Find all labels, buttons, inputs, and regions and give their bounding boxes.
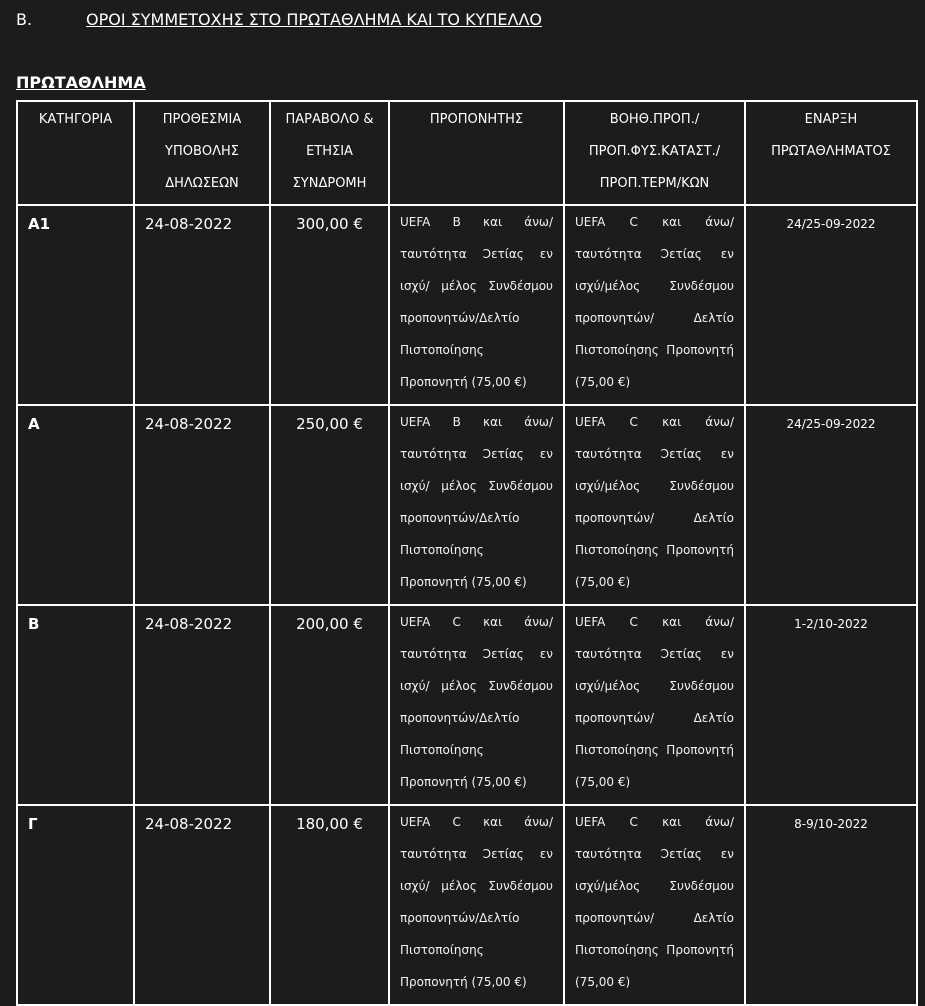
cell-coach-requirements: UEFA B και άνω/ ταυτότητα Ͻετίας εν ισχύ/ μέλος Συνδέσμου προπονητών/Δελτίο Πιστοποίησης Προπονητή (75,00 €) [389, 205, 564, 405]
cell-deadline: 24-08-2022 [134, 805, 270, 1005]
header-line: ΠΑΡΑΒΟΛΟ & [285, 112, 374, 127]
cell-category: Α1 [17, 205, 134, 405]
header-line: ΒΟΗΘ.ΠΡΟΠ./ [609, 112, 700, 127]
section-heading [16, 9, 542, 31]
cell-category: Α [17, 405, 134, 605]
header-line: ΠΡΟΘΕΣΜΙΑ [162, 112, 242, 127]
cell-start-date: 24/25-09-2022 [745, 205, 917, 405]
header-line: ΣΥΝΔΡΟΜΗ [292, 176, 367, 191]
header-line: ΕΝΑΡΞΗ [804, 112, 858, 127]
table-header-row [17, 101, 917, 205]
cell-fee: 250,00 € [270, 405, 389, 605]
cell-deadline: 24-08-2022 [134, 405, 270, 605]
cell-assistant-requirements: UEFA C και άνω/ταυτότητα Ͻετίας εν ισχύ/μέλος Συνδέσμου προπονητών/ Δελτίο Πιστοποίησης Προπονητή (75,00 €) [564, 205, 745, 405]
cell-start-date: 1-2/10-2022 [745, 605, 917, 805]
table-row [17, 405, 917, 605]
cell-assistant-requirements: UEFA C και άνω/ταυτότητα Ͻετίας εν ισχύ/μέλος Συνδέσμου προπονητών/ Δελτίο Πιστοποίησης Προπονητή (75,00 €) [564, 605, 745, 805]
header-category [17, 101, 134, 205]
header-line: ΥΠΟΒΟΛΗΣ [165, 144, 239, 159]
subheading-championship: ΠΡΩΤΑΘΛΗΜΑ [16, 73, 146, 92]
header-line: ΠΡΟΠ.ΦΥΣ.ΚΑΤΑΣΤ./ [588, 144, 721, 159]
cell-category: Β [17, 605, 134, 805]
table-row [17, 205, 917, 405]
table-row [17, 605, 917, 805]
header-start [745, 101, 917, 205]
header-line: ΠΡΩΤΑΘΛΗΜΑΤΟΣ [771, 144, 891, 159]
cell-assistant-requirements: UEFA C και άνω/ταυτότητα Ͻετίας εν ισχύ/μέλος Συνδέσμου προπονητών/ Δελτίο Πιστοποίησης Προπονητή (75,00 €) [564, 805, 745, 1005]
header-deadline [134, 101, 270, 205]
cell-deadline: 24-08-2022 [134, 605, 270, 805]
header-line: ΠΡΟΠΟΝΗΤΗΣ [429, 112, 524, 127]
cell-fee: 300,00 € [270, 205, 389, 405]
header-coach [389, 101, 564, 205]
section-title: ΟΡΟΙ ΣΥΜΜΕΤΟΧΗΣ ΣΤΟ ΠΡΩΤΑΘΛΗΜΑ ΚΑΙ ΤΟ ΚΥΠΕΛΛΟ [86, 10, 542, 29]
cell-deadline: 24-08-2022 [134, 205, 270, 405]
table-body [17, 205, 917, 1005]
header-line: ΚΑΤΗΓΟΡΙΑ [38, 112, 113, 127]
championship-table [16, 100, 918, 1006]
header-line: ΠΡΟΠ.ΤΕΡΜ/ΚΩΝ [599, 176, 710, 191]
cell-coach-requirements: UEFA C και άνω/ ταυτότητα Ͻετίας εν ισχύ/ μέλος Συνδέσμου προπονητών/Δελτίο Πιστοποίησης Προπονητή (75,00 €) [389, 805, 564, 1005]
cell-start-date: 8-9/10-2022 [745, 805, 917, 1005]
cell-fee: 180,00 € [270, 805, 389, 1005]
header-assistant [564, 101, 745, 205]
header-line: ΕΤΗΣΙΑ [306, 144, 353, 159]
table-row [17, 805, 917, 1005]
header-line: ΔΗΛΩΣΕΩΝ [165, 176, 239, 191]
cell-fee: 200,00 € [270, 605, 389, 805]
cell-coach-requirements: UEFA C και άνω/ ταυτότητα Ͻετίας εν ισχύ/ μέλος Συνδέσμου προπονητών/Δελτίο Πιστοποίησης Προπονητή (75,00 €) [389, 605, 564, 805]
cell-start-date: 24/25-09-2022 [745, 405, 917, 605]
cell-coach-requirements: UEFA B και άνω/ ταυτότητα Ͻετίας εν ισχύ/ μέλος Συνδέσμου προπονητών/Δελτίο Πιστοποίησης Προπονητή (75,00 €) [389, 405, 564, 605]
cell-category: Γ [17, 805, 134, 1005]
header-fee [270, 101, 389, 205]
section-number: Β. [16, 10, 33, 29]
cell-assistant-requirements: UEFA C και άνω/ταυτότητα Ͻετίας εν ισχύ/μέλος Συνδέσμου προπονητών/ Δελτίο Πιστοποίησης Προπονητή (75,00 €) [564, 405, 745, 605]
